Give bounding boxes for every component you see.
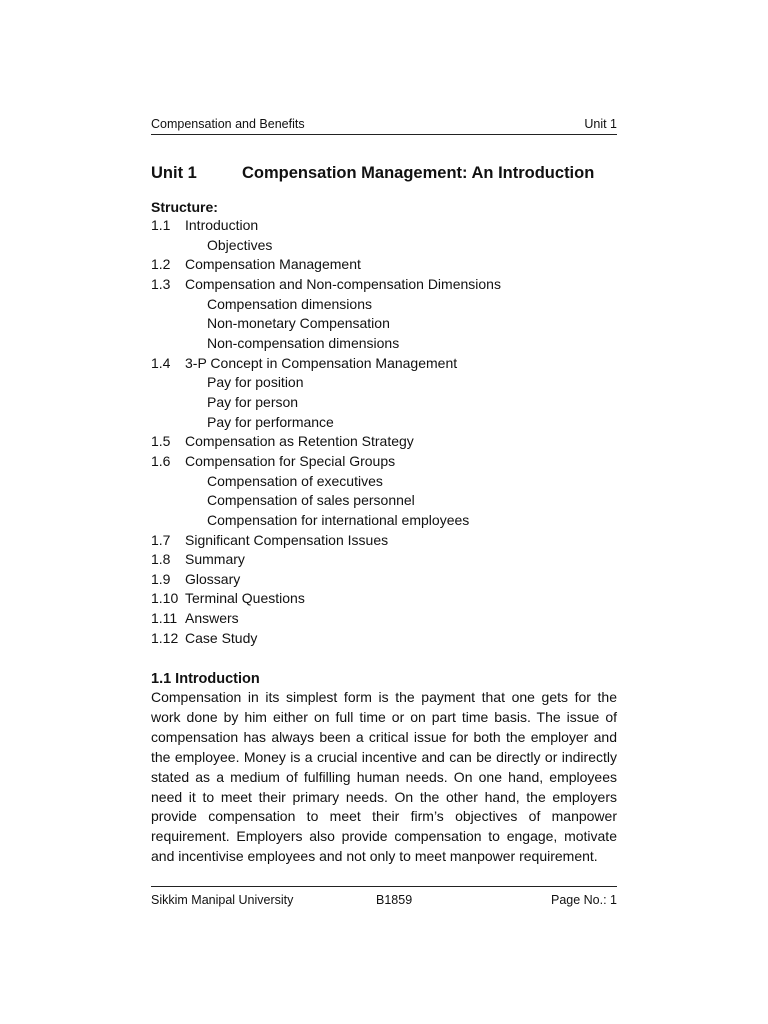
toc-item-label: Compensation Management — [185, 256, 361, 273]
toc-subitem: Compensation dimensions — [207, 295, 372, 312]
toc-item-number: 1.2 — [151, 256, 171, 273]
toc-item-number: 1.1 — [151, 217, 171, 233]
table-of-contents — [151, 216, 617, 648]
footer-divider — [151, 886, 617, 887]
unit-title-text: Compensation Management: An Introduction — [242, 164, 595, 182]
toc-item-number: 1.11 — [151, 610, 178, 627]
page-header — [151, 116, 617, 132]
toc-item-label: Glossary — [185, 570, 241, 587]
toc-item — [151, 452, 617, 472]
toc-item — [151, 275, 617, 295]
footer-course-code: B1859 — [376, 893, 413, 907]
toc-item-label: Case Study — [185, 629, 258, 646]
structure-label: Structure: — [151, 199, 218, 215]
toc-item-number: 1.9 — [151, 570, 171, 587]
toc-item-label: Terminal Questions — [185, 590, 305, 607]
toc-item-number: 1.8 — [151, 551, 171, 568]
toc-item — [151, 550, 617, 570]
toc-item-number: 1.5 — [151, 433, 171, 450]
toc-item-number: 1.10 — [151, 590, 179, 607]
toc-subitem: Compensation of sales personnel — [207, 492, 415, 509]
toc-item-number: 1.12 — [151, 629, 179, 646]
toc-subitem: Compensation of executives — [207, 472, 383, 489]
toc-subitem: Pay for position — [207, 374, 304, 391]
toc-item — [151, 432, 617, 452]
toc-item-label: Answers — [185, 610, 239, 627]
header-divider — [151, 134, 617, 135]
document-page — [151, 0, 617, 1024]
toc-item-label: Introduction — [185, 217, 259, 233]
footer-university: Sikkim Manipal University — [151, 893, 294, 907]
toc-item-label: Summary — [185, 551, 245, 568]
toc-item-label: Significant Compensation Issues — [185, 531, 389, 548]
toc-item-number: 1.4 — [151, 354, 171, 371]
toc-item-label: Compensation for Special Groups — [185, 452, 396, 469]
toc-item — [151, 216, 617, 236]
footer-page-number: Page No.: 1 — [550, 893, 617, 907]
toc-item — [151, 354, 617, 374]
toc-item-number: 1.3 — [151, 275, 171, 292]
toc-subitem: Pay for performance — [207, 413, 334, 430]
toc-item — [151, 589, 617, 609]
header-unit-label: Unit 1 — [584, 117, 617, 131]
toc-subitem: Compensation for international employees — [207, 511, 470, 528]
toc-subitem: Non-compensation dimensions — [207, 334, 400, 351]
toc-subitem: Non-monetary Compensation — [207, 315, 390, 332]
section-heading: 1.1 Introduction — [151, 671, 260, 687]
unit-title — [151, 162, 621, 184]
toc-item — [151, 531, 617, 551]
toc-item-number: 1.6 — [151, 452, 171, 469]
toc-item-number: 1.7 — [151, 531, 171, 548]
toc-item — [151, 609, 617, 629]
toc-item — [151, 570, 617, 590]
toc-item — [151, 255, 617, 275]
toc-subitem: Objectives — [207, 236, 273, 253]
toc-item — [151, 629, 617, 649]
toc-subitem: Pay for person — [207, 393, 299, 410]
toc-item-label: Compensation and Non-compensation Dimensions — [185, 275, 501, 292]
toc-item-label: Compensation as Retention Strategy — [185, 433, 414, 450]
intro-paragraph: Compensation in its simplest form is the payment that one gets for the work done by him either on full time or on part time basis. The issue of compensation has always been a critical issue for both the employer and the employee. Money is a crucial incentive and can be directly or indirectly stated as a medium of fulfilling human needs. On one hand, employees need it to meet their primary needs. On the other hand, the employers provide compensation to meet their firm’s objectives of manpower requirement. Employers also provide compensation to engage, motivate and incentivise employees and not only to meet manpower requirement. — [151, 689, 617, 865]
toc-item-label: 3-P Concept in Compensation Management — [185, 354, 458, 371]
header-book-title: Compensation and Benefits — [151, 117, 305, 131]
unit-number: Unit 1 — [151, 164, 197, 182]
